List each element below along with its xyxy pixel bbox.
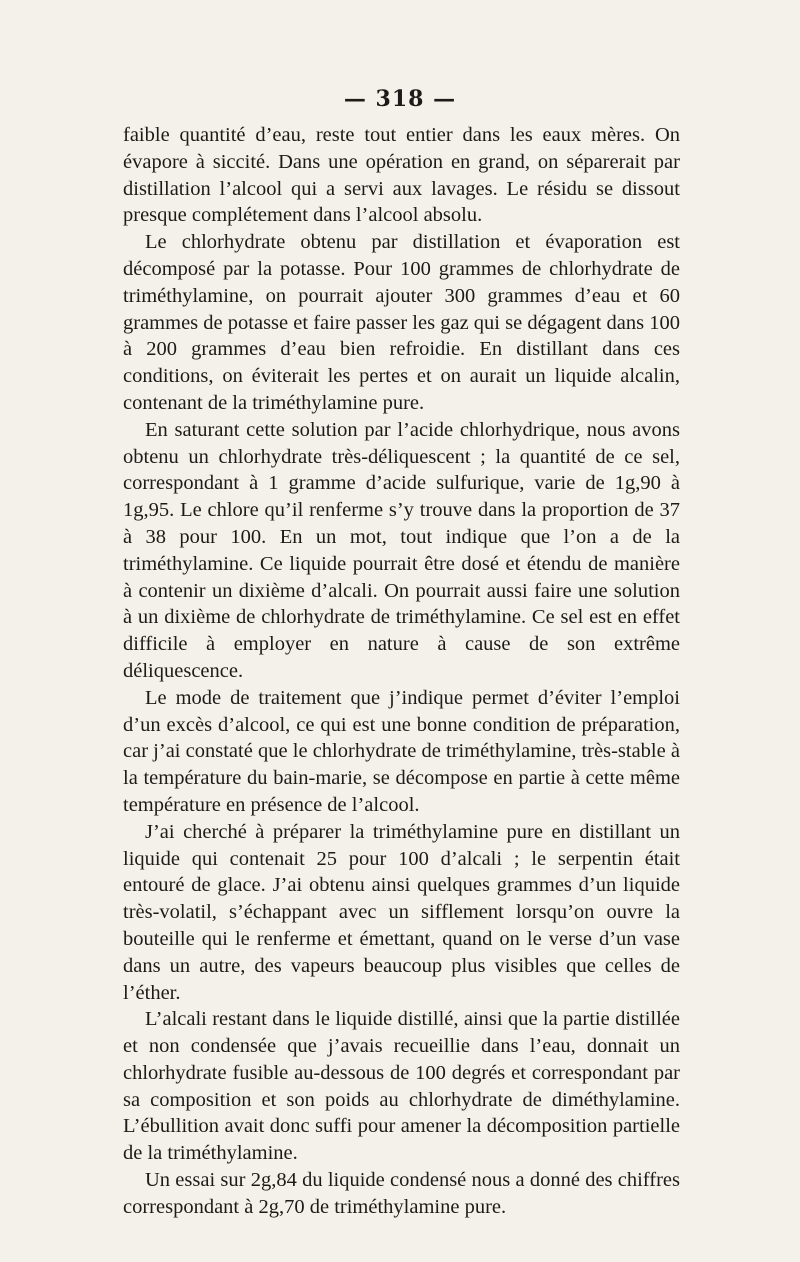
paragraph-2: Le chlorhydrate obtenu par distillation et évaporation est décomposé par la potasse. Pour 100 grammes de chlorhydrate de triméthylamine, on pourrait ajouter 300 grammes d’eau et 60 grammes de potasse et faire passer les gaz qui se dégagent dans 100 à 200 grammes d’eau bien refroidie. En distillant dans ces conditions, on éviterait les pertes et on aurait un liquide alcalin, contenant de la triméthylamine pure. bbox=[123, 231, 680, 414]
paragraph-6: L’alcali restant dans le liquide distillé, ainsi que la partie distillée et non condensée que j’avais recueillie dans l’eau, donnait un chlorhydrate fusible au-dessous de 100 degrés et correspondant par sa composition et son poids au chlorhydrate de diméthylamine. L’ébullition avait donc suffi pour amener la décomposition partielle de la triméthylamine. bbox=[123, 1008, 680, 1165]
paragraph-4: Le mode de traitement que j’indique permet d’éviter l’emploi d’un excès d’alcool, ce qui est une bonne condition de préparation, car j’ai constaté que le chlorhydrate de triméthylamine, très-stable à la température du bain-marie, se décompose en partie à cette même température en présence de l’alcool. bbox=[123, 686, 680, 816]
paragraph-5: J’ai cherché à préparer la triméthylamine pure en distillant un liquide qui contenait 25 pour 100 d’alcali ; le serpentin était entouré de glace. J’ai obtenu ainsi quelques grammes d’un liquide très-volatil, s’échappant avec un sifflement lorsqu’on ouvre la bouteille qui le renferme et émettant, quand on le verse d’un vase dans un autre, des vapeurs beaucoup plus visibles que celles de l’éther. bbox=[123, 820, 680, 1004]
page-number: — 318 — bbox=[343, 86, 457, 112]
paragraph-7: Un essai sur 2g,84 du liquide condensé nous a donné des chiffres correspondant à 2g,70 de triméthylamine pure. bbox=[123, 1169, 680, 1218]
paragraph-3: En saturant cette solution par l’acide chlorhydrique, nous avons obtenu un chlorhydrate très-déliquescent ; la quantité de ce sel, correspondant à 1 gramme d’acide sulfurique, varie de 1g,90 à 1g,95. Le chlore qu’il renferme s’y trouve dans la proportion de 37 à 38 pour 100. En un mot, tout indique que l’on a de la triméthylamine. Ce liquide pourrait être dosé et étendu de manière à contenir un dixième d’alcali. On pourrait aussi faire une solution à un dixième de chlorhydrate de triméthylamine. Ce sel est en effet difficile à employer en nature à cause de son extrême déliquescence. bbox=[123, 418, 680, 682]
paragraph-1: faible quantité d’eau, reste tout entier dans les eaux mères. On évapore à siccité. Dans une opération en grand, on séparerait par distillation l’alcool qui a servi aux lavages. Le résidu se dissout presque complétement dans l’alcool absolu. bbox=[123, 124, 680, 227]
body-text bbox=[123, 122, 680, 1221]
